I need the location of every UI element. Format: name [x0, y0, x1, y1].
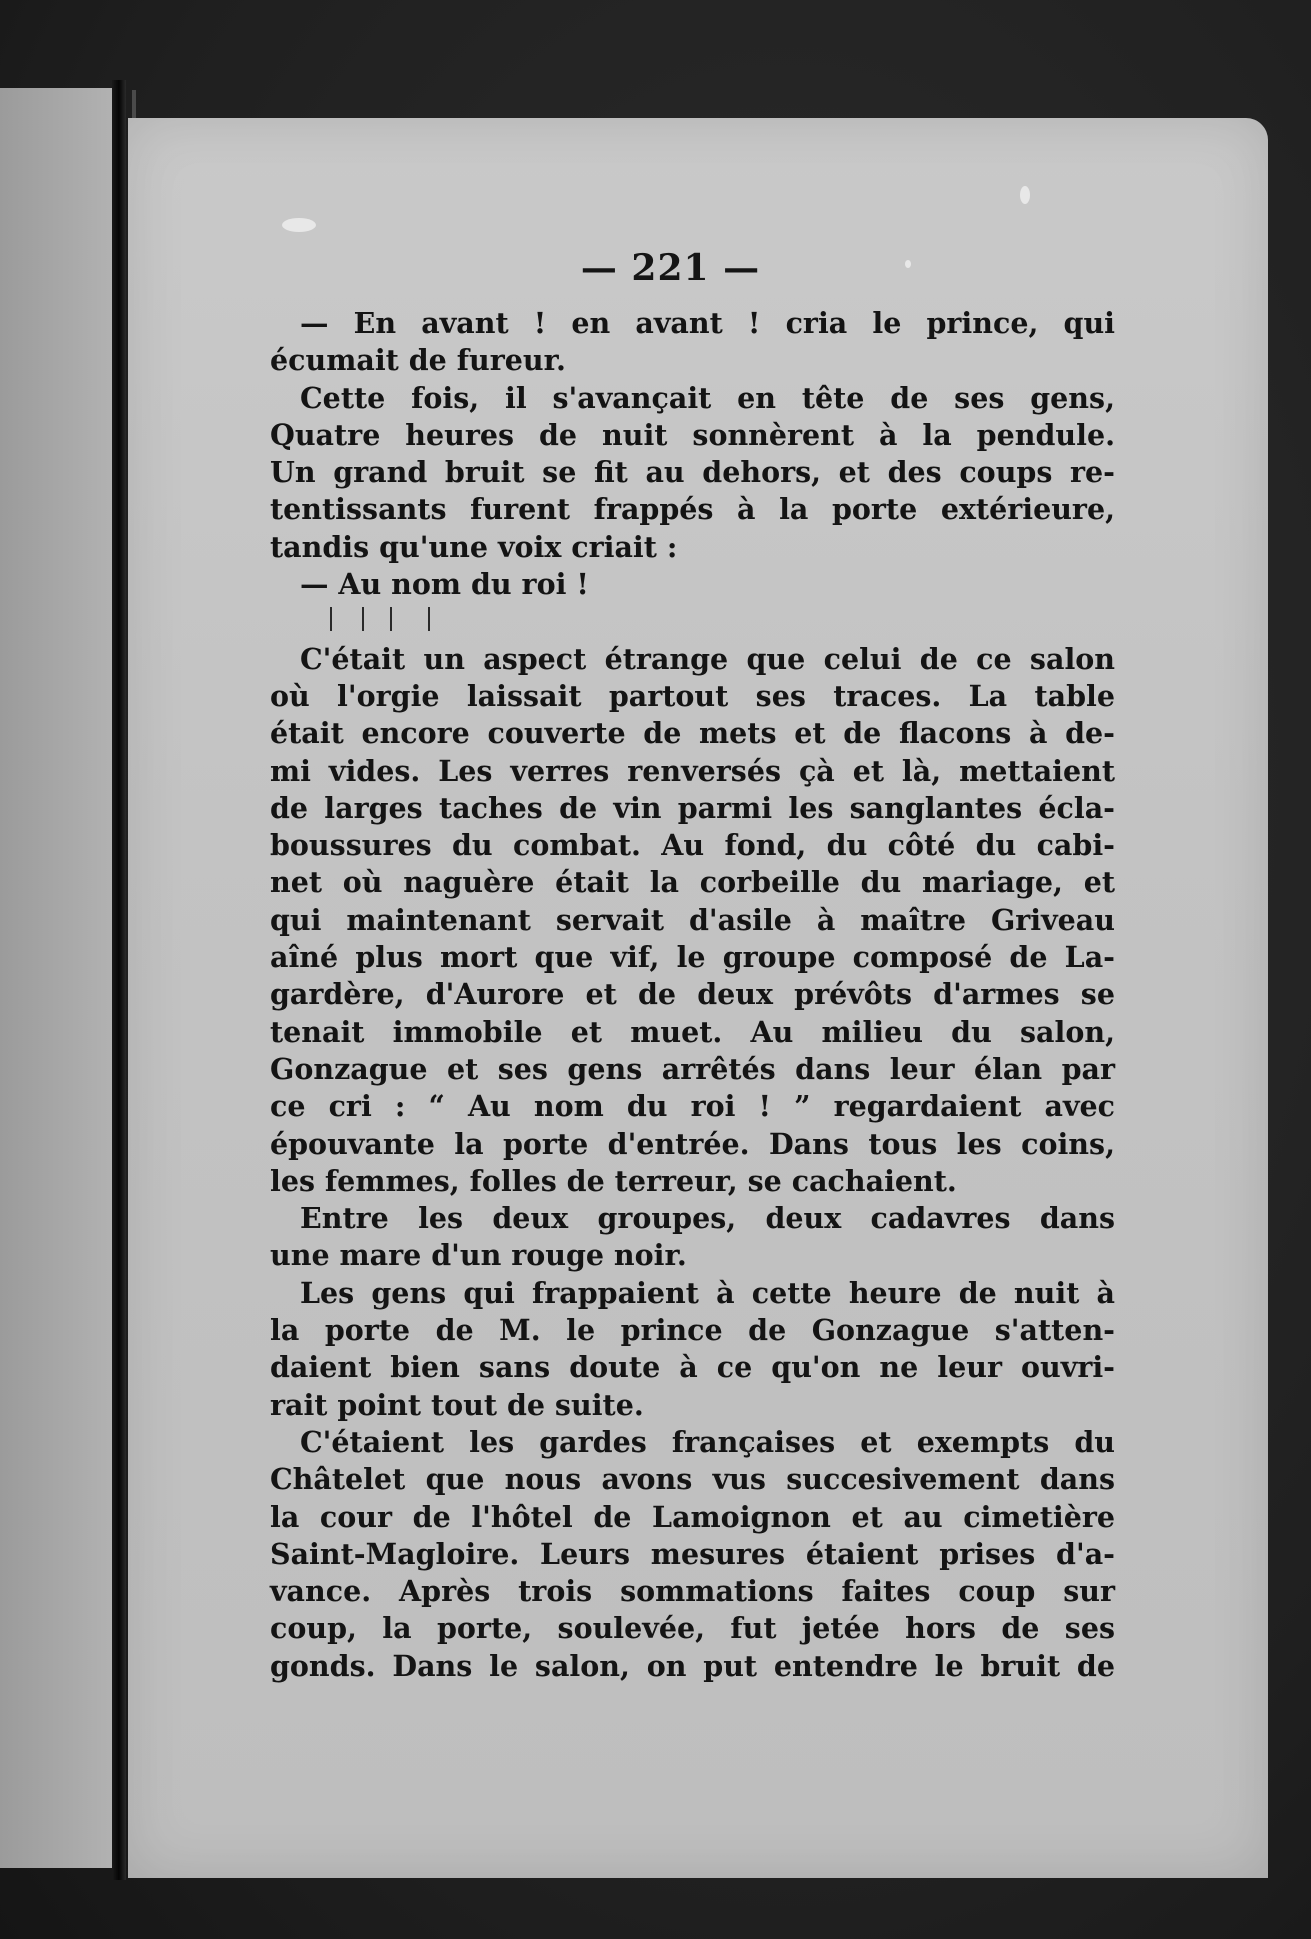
separator-mark [330, 607, 332, 631]
text-line: net où naguère était la corbeille du mariage, et [270, 865, 1115, 900]
section-separator [270, 603, 1115, 640]
separator-mark [362, 607, 364, 631]
text-line: aîné plus mort que vif, le groupe composé de La- [270, 940, 1115, 975]
text-line: C'était un aspect étrange que celui de ce salon [300, 641, 1115, 676]
page-body-text [270, 305, 1115, 1685]
separator-mark [390, 607, 392, 631]
text-line: écumait de fureur. [270, 343, 566, 378]
text-line: tandis qu'une voix criait : [270, 529, 678, 564]
page-number: — 221 — [580, 247, 761, 289]
text-line: vance. Après trois sommations faites coup sur [270, 1574, 1115, 1609]
text-line: mi vides. Les verres renversés çà et là, mettaient [270, 753, 1115, 788]
text-line: Gonzague et ses gens arrêtés dans leur élan par [270, 1051, 1115, 1086]
text-line: coup, la porte, soulevée, fut jetée hors de ses [270, 1611, 1115, 1646]
scan-speck [282, 218, 316, 232]
text-line: boussures du combat. Au fond, du côté du cabi- [270, 828, 1115, 863]
separator-mark [428, 607, 430, 631]
scan-speck [1020, 186, 1030, 204]
text-line: Saint-Magloire. Leurs mesures étaient prises d'a- [270, 1536, 1115, 1571]
text-line: — Au nom du roi ! [300, 567, 589, 602]
text-line: une mare d'un rouge noir. [270, 1238, 687, 1273]
text-line: Un grand bruit se fit au dehors, et des coups re- [270, 455, 1115, 490]
text-line: tentissants furent frappés à la porte extérieure, [270, 492, 1115, 527]
text-line: daient bien sans doute à ce qu'on ne leur ouvri- [270, 1350, 1115, 1385]
text-line: qui maintenant servait d'asile à maître Griveau [270, 902, 1115, 937]
text-line: était encore couverte de mets et de flacons à de- [270, 716, 1115, 751]
text-line: Quatre heures de nuit sonnèrent à la pendule. [270, 417, 1115, 452]
text-line: la porte de M. le prince de Gonzague s'atten- [270, 1313, 1115, 1348]
text-line: les femmes, folles de terreur, se cachaient. [270, 1163, 957, 1198]
text-line: — En avant ! en avant ! cria le prince, qui [300, 306, 1115, 340]
text-line: tenait immobile et muet. Au milieu du salon, [270, 1014, 1115, 1049]
text-line: Cette fois, il s'avançait en tête de ses gens, [300, 380, 1115, 415]
binding-gutter [112, 80, 126, 1880]
text-line: Châtelet que nous avons vus succesivement dans [270, 1462, 1115, 1497]
text-line: Les gens qui frappaient à cette heure de nuit à [300, 1275, 1115, 1310]
text-line: C'étaient les gardes françaises et exempts du [300, 1424, 1115, 1459]
text-line: de larges taches de vin parmi les sanglantes écla- [270, 790, 1115, 825]
text-line: Entre les deux groupes, deux cadavres dans [300, 1201, 1115, 1236]
text-line: ce cri : “ Au nom du roi ! ” regardaient avec [270, 1089, 1115, 1124]
adjacent-page-edge [0, 88, 118, 1868]
text-line: où l'orgie laissait partout ses traces. La table [270, 678, 1115, 713]
text-line: la cour de l'hôtel de Lamoignon et au cimetière [270, 1499, 1115, 1534]
text-line: gardère, d'Aurore et de deux prévôts d'armes se [270, 977, 1115, 1012]
text-line: épouvante la porte d'entrée. Dans tous les coins, [270, 1126, 1115, 1161]
text-line: gonds. Dans le salon, on put entendre le bruit de [270, 1648, 1115, 1683]
text-line: rait point tout de suite. [270, 1387, 644, 1422]
